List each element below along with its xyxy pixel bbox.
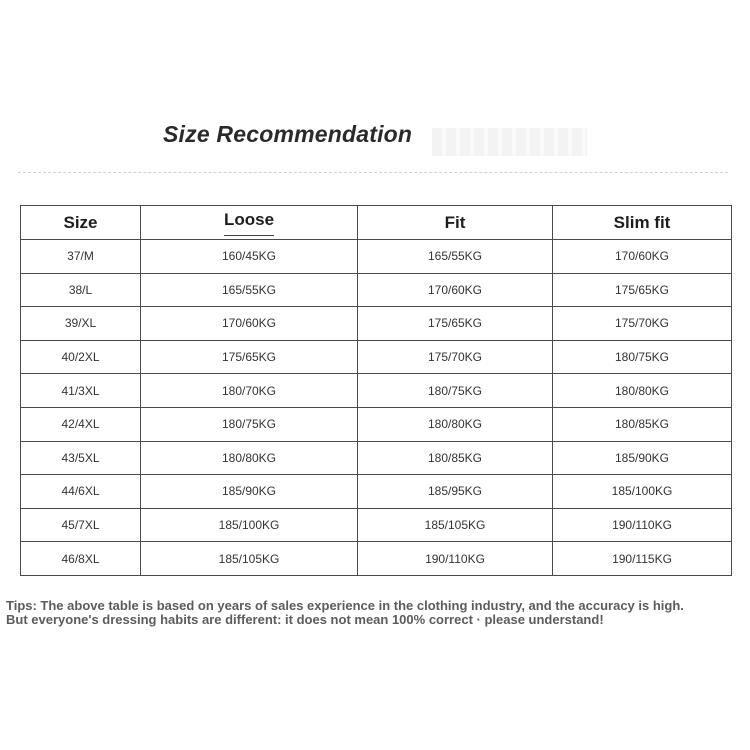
slim-fit-cell: 190/110KG <box>553 508 732 542</box>
fit-cell: 190/110KG <box>358 542 553 576</box>
loose-cell: 180/70KG <box>141 374 358 408</box>
size-cell: 41/3XL <box>21 374 141 408</box>
size-chart-table <box>20 205 732 576</box>
slim-fit-cell: 185/100KG <box>553 475 732 509</box>
size-cell: 44/6XL <box>21 475 141 509</box>
page-title: Size Recommendation <box>163 121 413 147</box>
table-row <box>21 475 732 509</box>
header-slim-fit-label: Slim fit <box>613 212 671 232</box>
header-slim-fit <box>553 206 732 240</box>
header-loose <box>141 206 358 240</box>
table-row <box>21 240 732 274</box>
slim-fit-cell: 180/80KG <box>553 374 732 408</box>
slim-fit-cell: 170/60KG <box>553 240 732 274</box>
table-row <box>21 340 732 374</box>
size-cell: 42/4XL <box>21 407 141 441</box>
loose-cell: 180/80KG <box>141 441 358 475</box>
table-row <box>21 508 732 542</box>
size-cell: 39/XL <box>21 307 141 341</box>
loose-cell: 180/75KG <box>141 407 358 441</box>
fit-cell: 180/75KG <box>358 374 553 408</box>
slim-fit-cell: 175/70KG <box>553 307 732 341</box>
slim-fit-cell: 180/85KG <box>553 407 732 441</box>
slim-fit-cell: 175/65KG <box>553 273 732 307</box>
dashed-divider <box>18 172 728 173</box>
fit-cell: 185/105KG <box>358 508 553 542</box>
fit-cell: 170/60KG <box>358 273 553 307</box>
table-row <box>21 407 732 441</box>
fit-cell: 175/70KG <box>358 340 553 374</box>
size-cell: 40/2XL <box>21 340 141 374</box>
header-size-label: Size <box>63 212 98 232</box>
size-cell: 38/L <box>21 273 141 307</box>
loose-cell: 185/100KG <box>141 508 358 542</box>
tips-note <box>6 599 750 627</box>
header-fit <box>358 206 553 240</box>
slim-fit-cell: 180/75KG <box>553 340 732 374</box>
table-row <box>21 441 732 475</box>
fit-cell: 175/65KG <box>358 307 553 341</box>
loose-cell: 185/90KG <box>141 475 358 509</box>
fit-cell: 180/80KG <box>358 407 553 441</box>
slim-fit-cell: 190/115KG <box>553 542 732 576</box>
header-loose-label: Loose <box>224 210 274 236</box>
table-row <box>21 307 732 341</box>
faded-watermark-text <box>432 128 587 156</box>
loose-cell: 185/105KG <box>141 542 358 576</box>
fit-cell: 180/85KG <box>358 441 553 475</box>
header-fit-label: Fit <box>444 212 466 232</box>
table-row <box>21 273 732 307</box>
table-header-row <box>21 206 732 240</box>
loose-cell: 165/55KG <box>141 273 358 307</box>
fit-cell: 185/95KG <box>358 475 553 509</box>
fit-cell: 165/55KG <box>358 240 553 274</box>
table-row <box>21 542 732 576</box>
size-cell: 46/8XL <box>21 542 141 576</box>
loose-cell: 170/60KG <box>141 307 358 341</box>
loose-cell: 175/65KG <box>141 340 358 374</box>
size-cell: 45/7XL <box>21 508 141 542</box>
table-row <box>21 374 732 408</box>
tips-line-2: But everyone's dressing habits are different: it does not mean 100% correct · please understand! <box>6 612 604 627</box>
header-size <box>21 206 141 240</box>
loose-cell: 160/45KG <box>141 240 358 274</box>
tips-line-1: Tips: The above table is based on years of sales experience in the clothing industry, and the accuracy is high. <box>6 598 684 613</box>
size-cell: 43/5XL <box>21 441 141 475</box>
size-cell: 37/M <box>21 240 141 274</box>
table-body <box>21 240 732 576</box>
slim-fit-cell: 185/90KG <box>553 441 732 475</box>
